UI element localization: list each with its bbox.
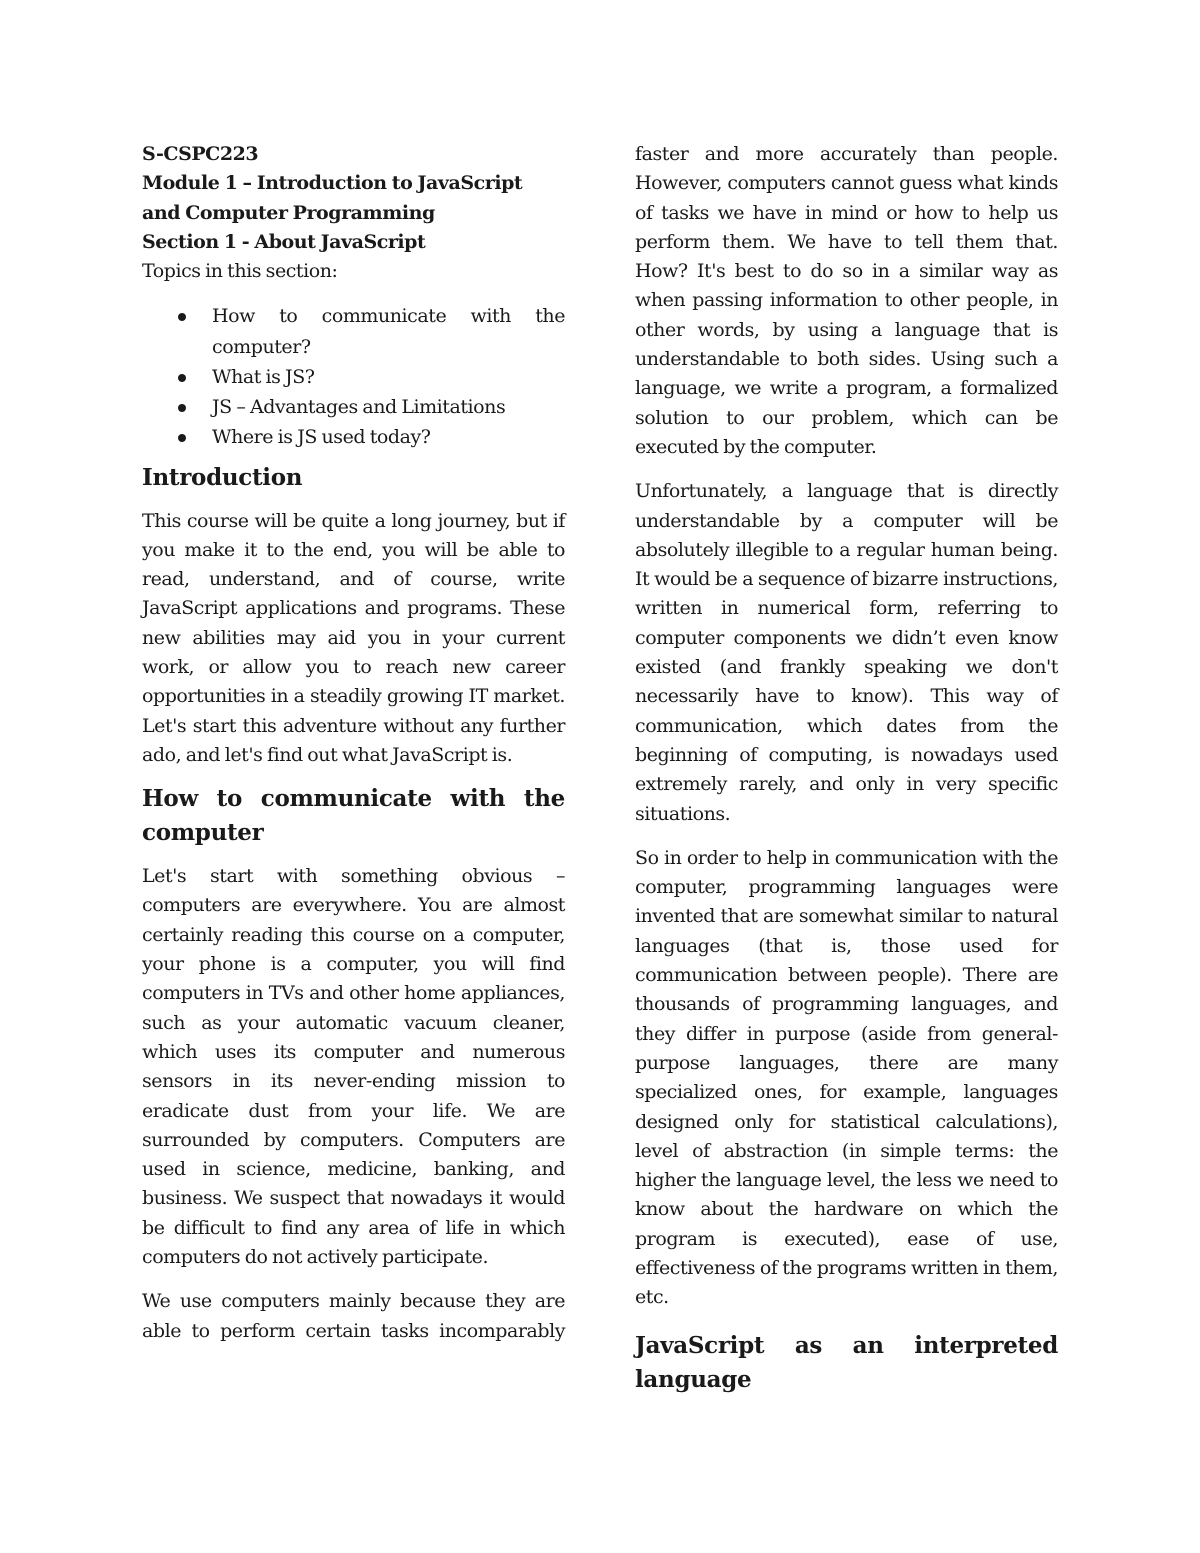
list-item (142, 301, 565, 361)
communicate-paragraph-2-continued: faster and more accurately than people. However, computers cannot guess what kinds of tasks we have in mind or how to help us perform them. We have to tell them that. How? It's best to do so in a similar way as when passing information to other people, in other words, by using a language that is understandable to both sides. Using such a language, we write a program, a formalized solution to our problem, which can be executed by the computer. (635, 143, 1058, 458)
topics-list (142, 301, 565, 452)
topic-text: What is JS? (212, 365, 315, 388)
list-item (142, 422, 565, 452)
list-item (142, 392, 565, 422)
communicate-paragraph-3: Unfortunately, a language that is directly understandable by a computer will be absolutely illegible to a regular human being. It would be a sequence of bizarre instructions, written in numerical form, referring to computer components we didn’t even know existed (and frankly speaking we don't necessarily have to know). This way of communication, which dates from the beginning of computing, is nowadays used extremely rarely, and only in very specific situations. (635, 480, 1058, 825)
left-column (142, 140, 565, 1346)
bullet-icon (178, 404, 186, 412)
communicate-heading: How to communicate with the computer (142, 785, 565, 847)
introduction-heading: Introduction (142, 463, 303, 491)
topics-label: Topics in this section: (142, 260, 338, 283)
course-code: S-CSPC223 (142, 143, 259, 165)
introduction-paragraph: This course will be quite a long journey, but if you make it to the end, you will be able to read, understand, and of course, write JavaScript applications and programs. These new abilities may aid you in your current work, or allow you to reach new career opportunities in a steadily growing IT market. Let's start this adventure without any further ado, and let's find out what JavaScript is. (142, 509, 565, 766)
bullet-icon (178, 313, 186, 321)
bullet-icon (178, 374, 186, 382)
topic-text: Where is JS used today? (212, 426, 431, 449)
communicate-paragraph-1: Let's start with something obvious – computers are everywhere. You are almost certainly reading this course on a computer, your phone is a computer, you will find computers in TVs and other home appliances, such as your automatic vacuum cleaner, which uses its computer and numerous sensors in its never-ending mission to eradicate dust from your life. We are surrounded by computers. Computers are used in science, medicine, banking, and business. We suspect that nowadays it would be difficult to find any area of life in which computers do not actively participate. (142, 865, 565, 1269)
list-item (142, 362, 565, 392)
communicate-paragraph-4: So in order to help in communication with the computer, programming languages were invented that are somewhat similar to natural languages (that is, those used for communication between people). There are thousands of programming languages, and they differ in purpose (aside from general-purpose languages, there are many specialized ones, for example, languages designed only for statistical calculations), level of abstraction (in simple terms: the higher the language level, the less we need to know about the hardware on which the program is executed), ease of use, effectiveness of the programs written in them, etc. (635, 846, 1058, 1309)
communicate-paragraph-2: We use computers mainly because they are able to perform certain tasks incomparably (142, 1290, 565, 1342)
section-title: Section 1 - About JavaScript (142, 230, 426, 253)
topic-text: JS – Advantages and Limitations (212, 396, 506, 419)
right-column (635, 140, 1058, 1397)
interpreted-heading: JavaScript as an interpreted language (635, 1331, 1058, 1393)
bullet-icon (178, 434, 186, 442)
module-title: Module 1 – Introduction to JavaScript and Computer Programming (142, 172, 523, 224)
topic-text: How to communicate with the computer? (212, 305, 565, 358)
